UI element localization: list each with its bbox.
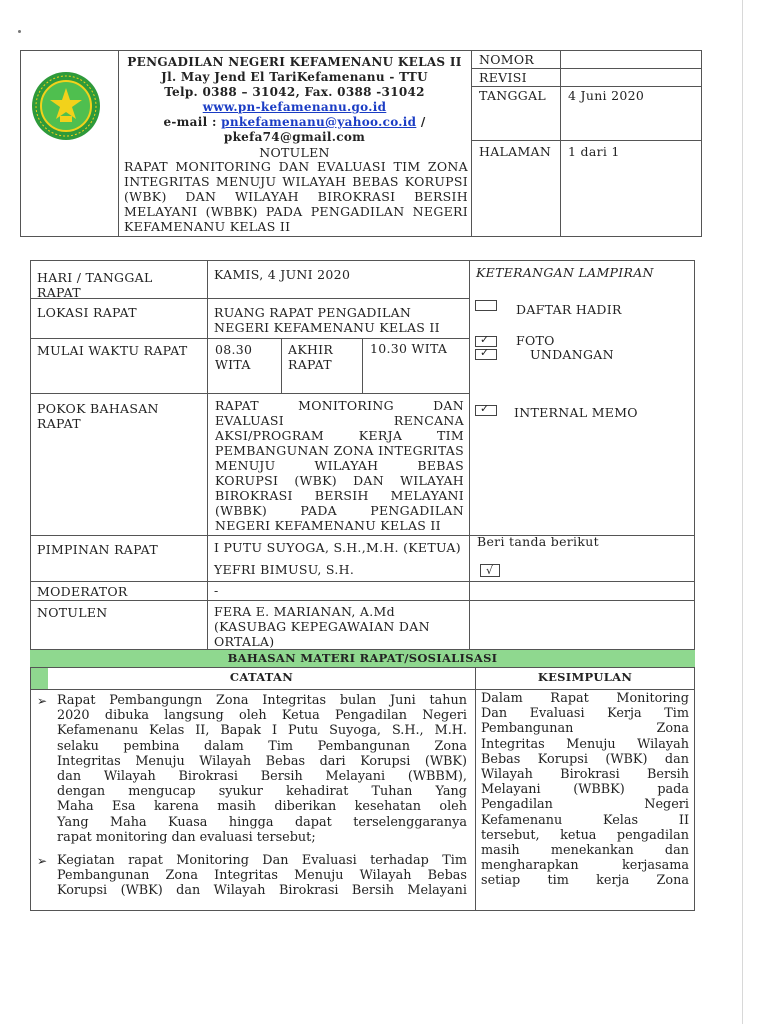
court-email	[118, 115, 471, 129]
catatan-line: selaku pembina dalam Tim Pembangunan Zona	[57, 738, 467, 754]
catatan-line: 2020 dibuka langsung oleh Ketua Pengadilan Negeri	[57, 708, 467, 724]
checkbox-internal-memo[interactable]	[475, 402, 497, 416]
catatan-line: Kefamenanu Kelas II, Bapak I Putu Suyoga, S.H., M.H.	[57, 723, 467, 739]
document-type: NOTULEN	[259, 145, 330, 160]
court-emblem-icon	[30, 70, 102, 142]
catatan-item	[57, 853, 467, 899]
mulai-label: MULAI WAKTU RAPAT	[37, 343, 188, 358]
pokok-line: PEMBANGUNAN ZONA INTEGRITAS	[215, 443, 464, 458]
kesimpulan-header: KESIMPULAN	[537, 670, 633, 684]
document-title-line: MELAYANI (WBBK) PADA PENGADILAN NEGERI	[124, 204, 468, 219]
halaman-label: HALAMAN	[479, 144, 552, 159]
pimpinan-label: PIMPINAN RAPAT	[37, 542, 158, 557]
kesimpulan-line: Melayani (WBBK) pada	[481, 782, 689, 798]
lokasi-label: LOKASI RAPAT	[37, 305, 137, 320]
kesimpulan-line: setiap tim kerja Zona	[481, 873, 689, 889]
catatan-line: Integritas Menuju Wilayah Bebas dari Korupsi (WBK)	[57, 753, 467, 769]
court-name: PENGADILAN NEGERI KEFAMENANU KELAS II	[127, 55, 462, 69]
pokok-line: EVALUASI RENCANA	[215, 413, 464, 428]
kesimpulan-line: Dalam Rapat Monitoring	[481, 691, 689, 706]
pokok-line: NEGERI KEFAMENANU KELAS II	[215, 518, 441, 533]
email-link-1[interactable]: pnkefamenanu@yahoo.co.id	[221, 115, 417, 129]
pokok-line: MENUJU WILAYAH BEBAS	[215, 458, 464, 473]
catatan-line: Maha Esa karena masih diberikan kesehatan oleh	[57, 799, 467, 815]
lokasi-value: RUANG RAPAT PENGADILAN NEGERI KEFAMENANU KELAS II	[214, 305, 440, 335]
legend-text: Beri tanda berikut	[477, 534, 599, 549]
document-title-line: INTEGRITAS MENUJU WILAYAH BEBAS KORUPSI	[124, 174, 468, 189]
catatan-line: Yang Maha Kuasa hingga dapat terselenggaranya	[57, 814, 467, 830]
kesimpulan-line: Kefamenanu Kelas II	[481, 812, 689, 828]
document-title-line: RAPAT MONITORING DAN EVALUASI TIM ZONA	[124, 159, 468, 174]
mulai-value: 08.30 WITA	[215, 342, 253, 372]
bullet-arrow-icon: ➢	[37, 854, 48, 868]
attachment-label-daftar-hadir: DAFTAR HADIR	[516, 302, 622, 317]
akhir-value: 10.30 WITA	[370, 341, 448, 356]
pimpinan-value-2: YEFRI BIMUSU, S.H.	[214, 562, 355, 577]
checkmark-icon: ✓	[480, 333, 490, 346]
pokok-line: BIROKRASI BERSIH MELAYANI	[215, 488, 464, 503]
pokok-label: POKOK BAHASAN RAPAT	[37, 401, 159, 431]
akhir-label: AKHIR RAPAT	[288, 342, 334, 372]
checkmark-icon: ✓	[480, 346, 490, 359]
pokok-line: RAPAT MONITORING DAN	[215, 398, 464, 413]
document-title-line: (WBK) DAN WILAYAH BIROKRASI BERSIH	[124, 189, 468, 204]
document-title-line: KEFAMENANU KELAS II	[124, 219, 291, 234]
email-separator: /	[420, 115, 426, 129]
tanggal-label: TANGGAL	[479, 88, 547, 103]
court-address: Jl. May Jend El TariKefamenanu - TTU	[161, 70, 428, 84]
legend-mark: √	[486, 564, 494, 577]
catatan-line: Korupsi (WBK) dan Wilayah Birokrasi Bersih Melayani	[57, 883, 467, 899]
kesimpulan-text	[481, 691, 689, 888]
kesimpulan-line: masih menekankan dan	[481, 842, 689, 858]
email-label: e-mail :	[163, 115, 217, 129]
corner-mark	[18, 30, 21, 33]
kesimpulan-line: Bebas Korupsi (WBK) dan	[481, 751, 689, 767]
attachment-label-undangan: UNDANGAN	[530, 347, 614, 362]
kesimpulan-line: Pembangunan Zona	[481, 721, 689, 737]
checkmark-icon: ✓	[480, 402, 490, 415]
catatan-item	[57, 693, 467, 845]
pokok-line: (WBBK) PADA PENGADILAN	[215, 503, 464, 518]
email-link-2[interactable]: pkefa74@gmail.com	[223, 130, 366, 144]
pokok-line: KORUPSI (WBK) DAN WILAYAH	[215, 473, 464, 488]
catatan-header: CATATAN	[229, 670, 294, 684]
kesimpulan-line: Pengadilan Negeri	[481, 797, 689, 813]
tanggal-value: 4 Juni 2020	[568, 88, 645, 103]
scan-edge	[742, 0, 743, 1024]
kesimpulan-line: tersebut, ketua pengadilan	[481, 827, 689, 843]
hari-label: HARI / TANGGAL RAPAT	[37, 270, 153, 300]
legend-checkbox	[480, 564, 500, 577]
notulen-value: FERA E. MARIANAN, A.Md (KASUBAG KEPEGAWAIAN DAN ORTALA)	[214, 604, 430, 649]
court-website-link[interactable]	[118, 100, 471, 114]
bullet-arrow-icon: ➢	[37, 694, 48, 708]
kesimpulan-line: mengharapkan kerjasama	[481, 858, 689, 874]
moderator-value: -	[214, 583, 219, 598]
moderator-label: MODERATOR	[37, 584, 128, 599]
court-phone: Telp. 0388 – 31042, Fax. 0388 -31042	[164, 85, 425, 99]
pokok-line: AKSI/PROGRAM KERJA TIM	[215, 428, 464, 443]
section-title: BAHASAN MATERI RAPAT/SOSIALISASI	[227, 651, 498, 665]
kesimpulan-line: Integritas Menuju Wilayah	[481, 736, 689, 752]
attachment-label-internal-memo: INTERNAL MEMO	[514, 405, 638, 420]
website-link[interactable]: www.pn-kefamenanu.go.id	[202, 100, 387, 114]
pimpinan-value: I PUTU SUYOGA, S.H.,M.H. (KETUA)	[214, 540, 461, 555]
hari-value: KAMIS, 4 JUNI 2020	[214, 267, 351, 282]
catatan-line: rapat monitoring dan evaluasi tersebut;	[57, 829, 316, 845]
notulen-label: NOTULEN	[37, 605, 108, 620]
catatan-line: dan Wilayah Birokrasi Bersih Melayani (WBBM),	[57, 768, 467, 784]
revisi-label: REVISI	[479, 70, 527, 85]
catatan-line: Rapat Pembangungn Zona Integritas bulan Juni tahun	[57, 693, 467, 708]
catatan-line: Kegiatan rapat Monitoring Dan Evaluasi terhadap Tim	[57, 853, 467, 868]
checkbox-undangan[interactable]	[475, 346, 497, 360]
checkbox-daftar-hadir[interactable]	[475, 300, 497, 311]
attachment-label-foto: FOTO	[516, 333, 555, 348]
keterangan-label: KETERANGAN LAMPIRAN	[476, 265, 654, 280]
nomor-label: NOMOR	[479, 52, 535, 67]
catatan-line: Pembangunan Zona Integritas Menuju Wilayah Bebas	[57, 868, 467, 884]
kesimpulan-line: Wilayah Birokrasi Bersih	[481, 766, 689, 782]
catatan-line: dengan mengucap syukur kehadirat Tuhan Yang	[57, 784, 467, 800]
halaman-value: 1 dari 1	[568, 144, 620, 159]
kesimpulan-line: Dan Evaluasi Kerja Tim	[481, 706, 689, 722]
